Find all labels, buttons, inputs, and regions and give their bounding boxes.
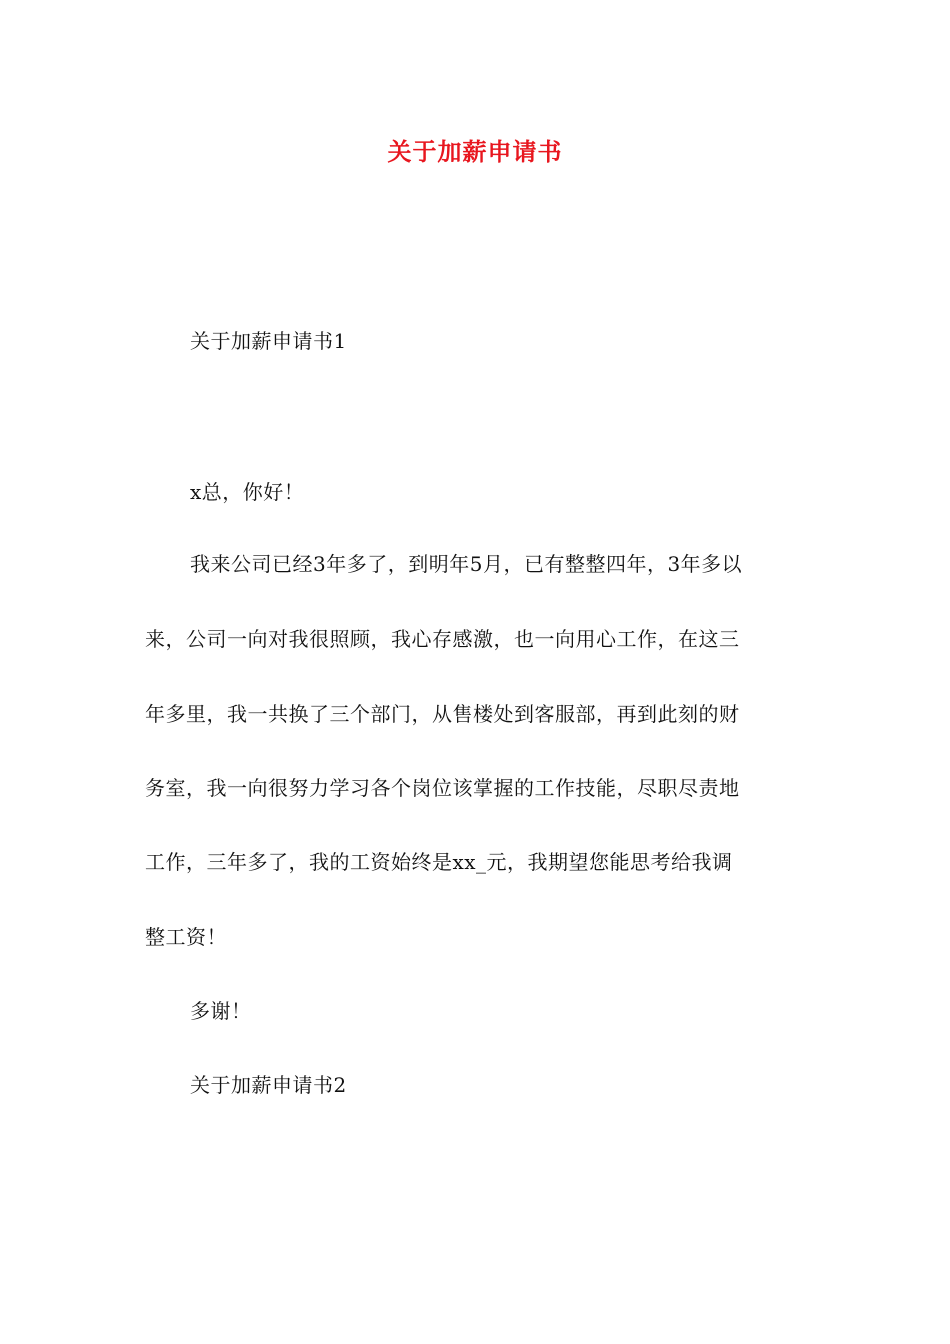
- section-heading-2: 关于加薪申请书2: [190, 1073, 347, 1097]
- document-title: 关于加薪申请书: [387, 137, 563, 166]
- body-line: 来，公司一向对我很照顾，我心存感激，也一向用心工作，在这三: [145, 627, 740, 651]
- body-line: 工作，三年多了，我的工资始终是xx_元，我期望您能思考给我调: [145, 850, 733, 874]
- body-line: 我来公司已经3年多了，到明年5月，已有整整四年，3年多以: [190, 552, 743, 576]
- body-line: 年多里，我一共换了三个部门，从售楼处到客服部，再到此刻的财: [145, 702, 740, 726]
- body-line: 整工资！: [145, 925, 227, 949]
- greeting-line: x总，你好！: [190, 480, 305, 504]
- body-line: 务室，我一向很努力学习各个岗位该掌握的工作技能，尽职尽责地: [145, 776, 740, 800]
- section-heading-1: 关于加薪申请书1: [190, 329, 347, 353]
- closing-line: 多谢！: [190, 999, 252, 1023]
